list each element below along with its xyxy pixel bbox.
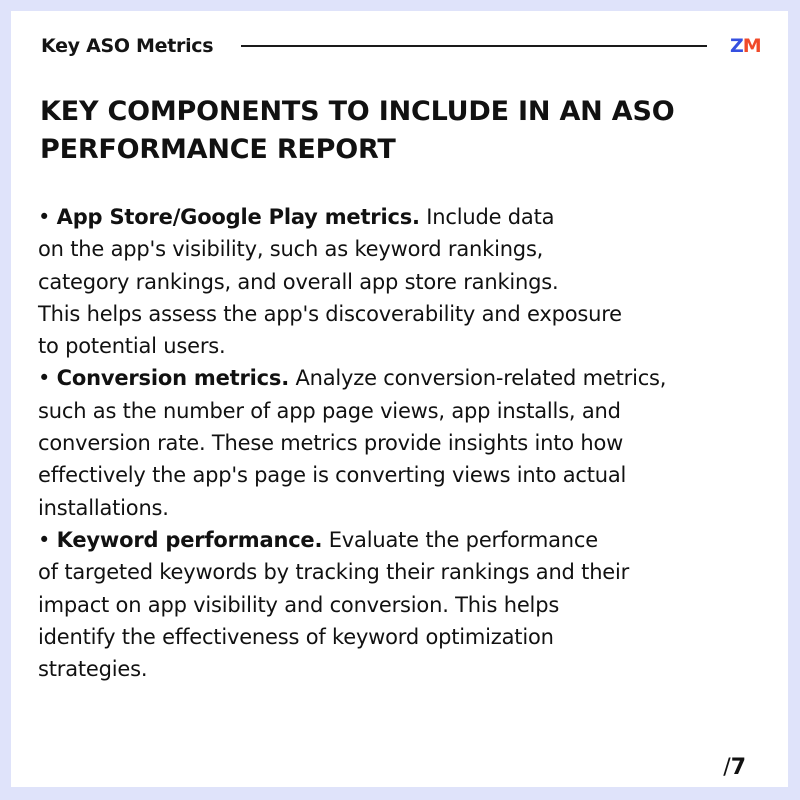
page-number xyxy=(723,753,746,783)
slide-card xyxy=(11,11,788,787)
bullet-item xyxy=(38,362,768,523)
bullet-line: installations. xyxy=(38,495,169,520)
bullet-lead: App Store/Google Play metrics. xyxy=(56,205,420,229)
bullet-line: strategies. xyxy=(38,657,148,682)
bullet-line: impact on app visibility and conversion. This helps xyxy=(38,592,560,617)
bullet-line: This helps assess the app's discoverability and exposure xyxy=(38,301,622,326)
bullet-lead: Keyword performance. xyxy=(56,527,323,552)
header-title: Key ASO Metrics xyxy=(41,35,214,57)
bullet-line: of targeted keywords by tracking their rankings and their xyxy=(38,560,630,585)
bullet-line: such as the number of app page views, app installs, and xyxy=(38,398,621,423)
bullet-line: identify the effectiveness of keyword optimization xyxy=(38,624,554,649)
logo-letter-m: M xyxy=(742,35,761,57)
bullet-line: category rankings, and overall app store rankings. xyxy=(38,269,559,294)
bullet-marker: • xyxy=(38,205,57,229)
page-number-value: 7 xyxy=(730,755,746,780)
bullet-line: on the app's visibility, such as keyword rankings, xyxy=(38,237,544,262)
brand-logo xyxy=(730,34,761,58)
bullet-line: effectively the app's page is converting views into actual xyxy=(38,463,627,488)
bullet-line: conversion rate. These metrics provide insights into how xyxy=(38,431,624,456)
bullet-line xyxy=(38,201,768,233)
bullet-line: to potential users. xyxy=(38,334,226,359)
bullet-marker: • xyxy=(38,366,57,391)
page-number-slash: / xyxy=(723,755,731,780)
bullet-text: Analyze conversion-related metrics, xyxy=(288,366,667,391)
page-title-line-1: KEY COMPONENTS TO INCLUDE IN AN ASO xyxy=(40,96,675,127)
slide-header xyxy=(41,33,761,59)
bullet-text: Include data xyxy=(419,205,555,229)
bullet-marker: • xyxy=(38,527,57,552)
bullet-line xyxy=(38,524,768,556)
bullet-text: Evaluate the performance xyxy=(322,527,598,552)
bullet-item xyxy=(38,524,768,685)
page-title-line-2: PERFORMANCE REPORT xyxy=(40,134,396,165)
bullet-list xyxy=(38,201,768,685)
page-title xyxy=(40,93,760,169)
header-divider xyxy=(241,45,707,47)
bullet-lead: Conversion metrics. xyxy=(56,366,289,391)
bullet-item xyxy=(38,201,768,362)
logo-letter-z: Z xyxy=(730,35,743,57)
bullet-line xyxy=(38,362,768,394)
